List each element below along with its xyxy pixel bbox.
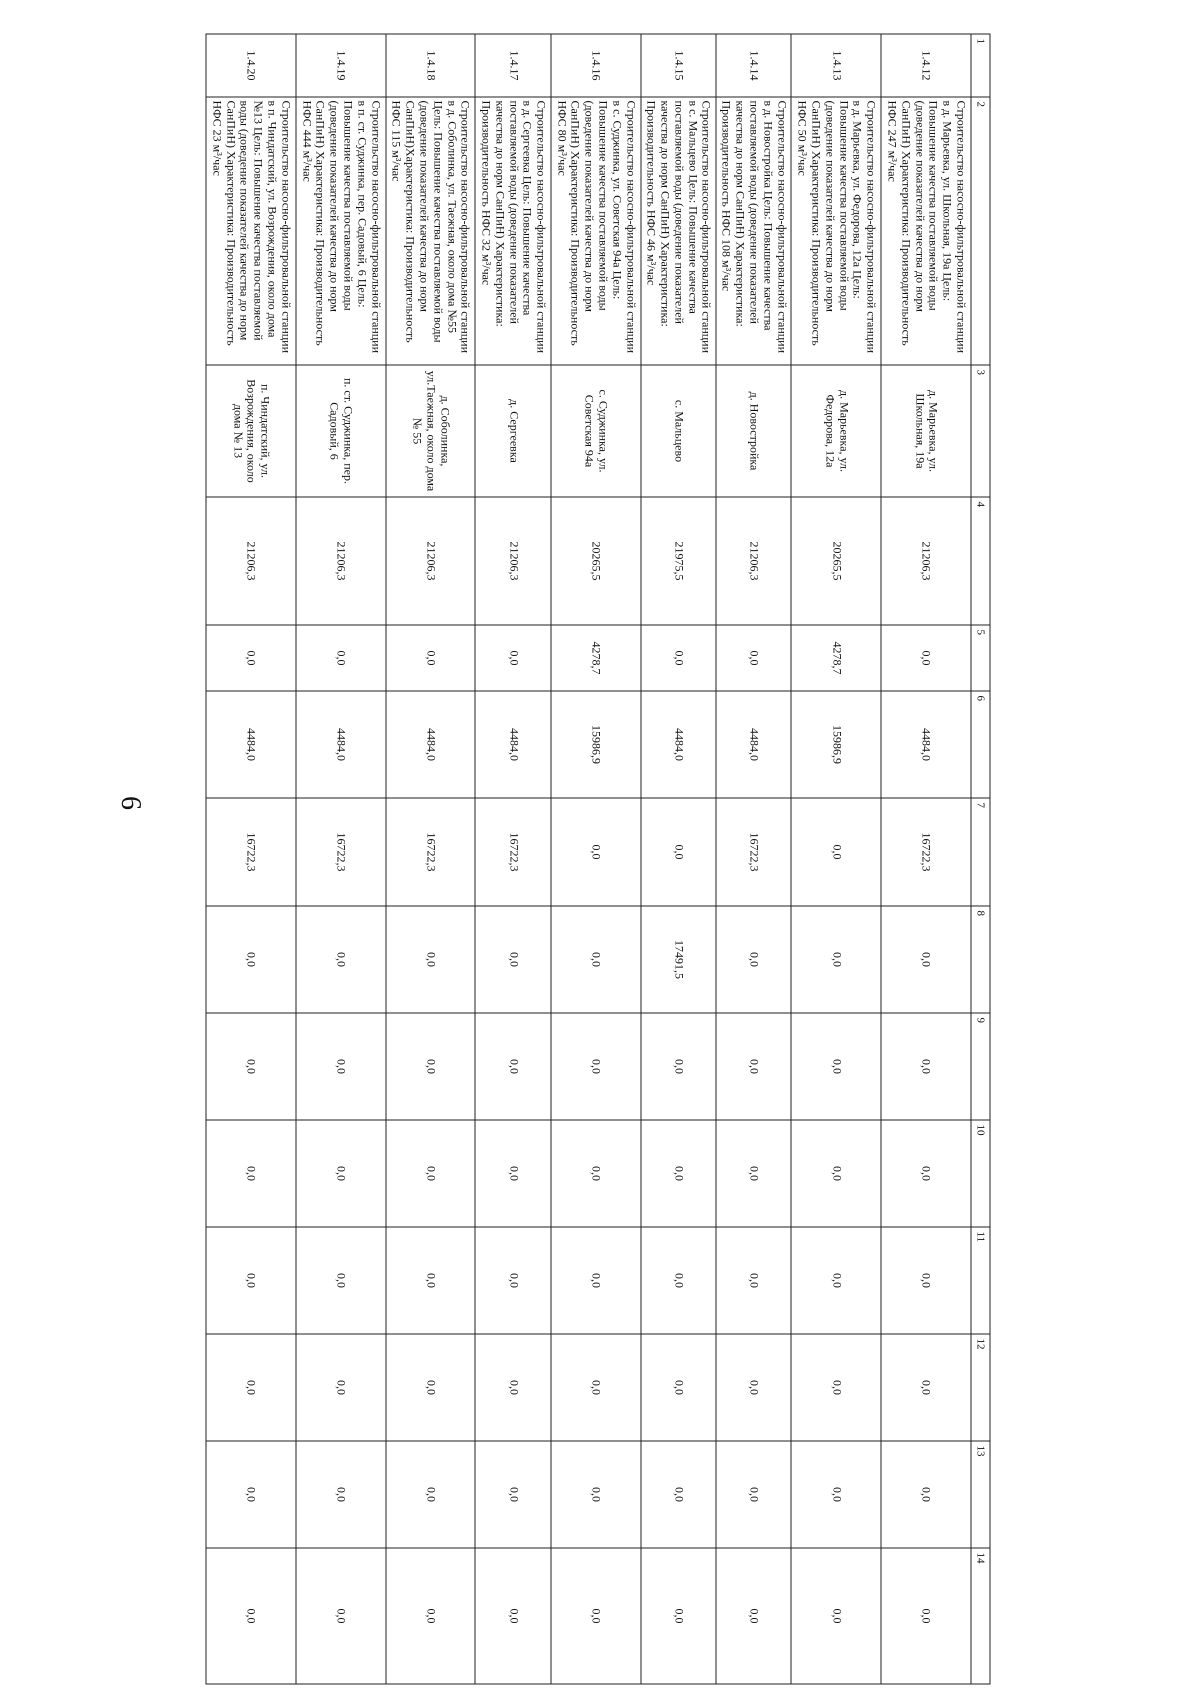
header-row xyxy=(971,34,990,1684)
value-cell: 0,0 xyxy=(206,906,296,1013)
value-cell: 16722,3 xyxy=(881,798,971,906)
value-cell: 0,0 xyxy=(641,1334,716,1441)
value-cell: 0,0 xyxy=(791,1548,881,1684)
column-header: 6 xyxy=(971,691,990,798)
description-cell: Строительство насосно-фильтровальной станции в с. Мальцево Цель: Повышение качества поставляемой воды (доведение показателей качества до норм СанПиН) Характеристика: Производительность НФС 46 м³/час xyxy=(641,97,716,365)
value-cell: 0,0 xyxy=(791,1120,881,1227)
column-header: 7 xyxy=(971,798,990,906)
location-cell: д. Марьевка, ул. Федорова, 12а xyxy=(791,365,881,497)
value-cell: 0,0 xyxy=(296,1013,386,1120)
value-cell: 0,0 xyxy=(206,1334,296,1441)
value-cell: 0,0 xyxy=(551,1227,641,1334)
value-cell: 0,0 xyxy=(206,1441,296,1548)
column-header: 9 xyxy=(971,1013,990,1120)
value-cell: 0,0 xyxy=(881,625,971,691)
value-cell: 16722,3 xyxy=(386,798,476,906)
location-cell: д. Соболинка, ул.Таежная, около дома № 55 xyxy=(386,365,476,497)
value-cell: 16722,3 xyxy=(206,798,296,906)
column-header: 4 xyxy=(971,497,990,625)
row-number-cell: 1.4.13 xyxy=(791,34,881,97)
value-cell: 0,0 xyxy=(551,1334,641,1441)
row-number-cell: 1.4.20 xyxy=(206,34,296,97)
value-cell: 0,0 xyxy=(716,1013,791,1120)
column-header: 2 xyxy=(971,97,990,365)
table-row xyxy=(296,34,386,1684)
value-cell: 4484,0 xyxy=(475,691,550,798)
value-cell: 0,0 xyxy=(386,1013,476,1120)
value-cell: 21206,3 xyxy=(206,497,296,625)
value-cell: 16722,3 xyxy=(296,798,386,906)
value-cell: 0,0 xyxy=(296,625,386,691)
value-cell: 4484,0 xyxy=(296,691,386,798)
value-cell: 0,0 xyxy=(791,906,881,1013)
value-cell: 0,0 xyxy=(716,1227,791,1334)
table-container xyxy=(206,33,991,1683)
value-cell: 4484,0 xyxy=(386,691,476,798)
value-cell: 0,0 xyxy=(296,1227,386,1334)
value-cell: 0,0 xyxy=(386,1120,476,1227)
value-cell: 4484,0 xyxy=(716,691,791,798)
column-header: 11 xyxy=(971,1227,990,1334)
value-cell: 21206,3 xyxy=(881,497,971,625)
table-row xyxy=(881,34,971,1684)
value-cell: 0,0 xyxy=(641,1548,716,1684)
value-cell: 0,0 xyxy=(716,625,791,691)
value-cell: 4484,0 xyxy=(206,691,296,798)
description-cell: Строительство насосно-фильтровальной станции в д. Соболинка, ул. Таежная, около дома №55 Цель: Повышение качества поставляемой воды (доведение показателей качества до норм СанПиН)Характеристика: Производительность НФС 115 м³/час xyxy=(386,97,476,365)
value-cell: 0,0 xyxy=(475,1013,550,1120)
page-number: 6 xyxy=(115,796,146,810)
value-cell: 0,0 xyxy=(716,1548,791,1684)
table-row xyxy=(206,34,296,1684)
value-cell: 0,0 xyxy=(551,798,641,906)
value-cell: 0,0 xyxy=(881,1227,971,1334)
row-number-cell: 1.4.17 xyxy=(475,34,550,97)
value-cell: 0,0 xyxy=(881,1013,971,1120)
value-cell: 0,0 xyxy=(791,798,881,906)
value-cell: 0,0 xyxy=(206,1013,296,1120)
value-cell: 0,0 xyxy=(296,1548,386,1684)
value-cell: 4278,7 xyxy=(791,625,881,691)
value-cell: 0,0 xyxy=(791,1013,881,1120)
location-cell: с. Мальцево xyxy=(641,365,716,497)
location-cell: п. ст. Суджинка, пер. Садовый, 6 xyxy=(296,365,386,497)
column-header: 5 xyxy=(971,625,990,691)
description-cell: Строительство насосно-фильтровальной станции в с. Суджинка, ул. Советская 94а Цель: Повышение качества поставляемой воды (доведение показателей качества до норм СанПиН) Характеристика: Производительность НФС 80 м³/час xyxy=(551,97,641,365)
value-cell: 0,0 xyxy=(716,1441,791,1548)
location-cell: с. Суджинка, ул. Советская 94а xyxy=(551,365,641,497)
value-cell: 21975,5 xyxy=(641,497,716,625)
value-cell: 0,0 xyxy=(641,1013,716,1120)
row-number-cell: 1.4.14 xyxy=(716,34,791,97)
value-cell: 4484,0 xyxy=(641,691,716,798)
value-cell: 0,0 xyxy=(386,1227,476,1334)
value-cell: 15986,9 xyxy=(791,691,881,798)
value-cell: 0,0 xyxy=(641,1227,716,1334)
table-row xyxy=(641,34,716,1684)
value-cell: 0,0 xyxy=(716,906,791,1013)
table-row xyxy=(716,34,791,1684)
value-cell: 0,0 xyxy=(716,1334,791,1441)
description-cell: Строительство насосно-фильтровальной станции в п. ст. Суджинка, пер. Садовый, 6 Цель: Повышение качества поставляемой воды (доведение показателей качества до норм СанПиН) Характеристика: Производительность НФС 444 м³/час xyxy=(296,97,386,365)
value-cell: 0,0 xyxy=(881,1548,971,1684)
value-cell: 0,0 xyxy=(791,1334,881,1441)
table-row xyxy=(475,34,550,1684)
column-header: 8 xyxy=(971,906,990,1013)
value-cell: 4278,7 xyxy=(551,625,641,691)
location-cell: д. Новостройка xyxy=(716,365,791,497)
value-cell: 0,0 xyxy=(206,1227,296,1334)
value-cell: 0,0 xyxy=(791,1441,881,1548)
value-cell: 0,0 xyxy=(206,1548,296,1684)
value-cell: 0,0 xyxy=(386,906,476,1013)
value-cell: 0,0 xyxy=(475,1548,550,1684)
value-cell: 0,0 xyxy=(791,1227,881,1334)
column-header: 14 xyxy=(971,1548,990,1684)
location-cell: п. Чиндатский, ул. Возрождения, около дома № 13 xyxy=(206,365,296,497)
row-number-cell: 1.4.16 xyxy=(551,34,641,97)
column-header: 10 xyxy=(971,1120,990,1227)
value-cell: 0,0 xyxy=(386,1441,476,1548)
value-cell: 0,0 xyxy=(206,625,296,691)
value-cell: 20265,5 xyxy=(551,497,641,625)
value-cell: 0,0 xyxy=(296,1120,386,1227)
value-cell: 0,0 xyxy=(881,906,971,1013)
value-cell: 0,0 xyxy=(475,1441,550,1548)
value-cell: 0,0 xyxy=(551,1548,641,1684)
value-cell: 0,0 xyxy=(641,1441,716,1548)
column-header: 12 xyxy=(971,1334,990,1441)
description-cell: Строительство насосно-фильтровальной станции в п. Чиндатский, ул. Возрождения, около дома №13 Цель: Повышение качества поставляемой воды (доведение показателей качества до норм СанПиН) Характеристика: Производительность НФС 23 м³/час xyxy=(206,97,296,365)
value-cell: 0,0 xyxy=(551,1441,641,1548)
value-cell: 0,0 xyxy=(475,625,550,691)
value-cell: 0,0 xyxy=(386,625,476,691)
value-cell: 0,0 xyxy=(296,1334,386,1441)
value-cell: 0,0 xyxy=(881,1120,971,1227)
value-cell: 20265,5 xyxy=(791,497,881,625)
value-cell: 0,0 xyxy=(475,906,550,1013)
value-cell: 0,0 xyxy=(641,1120,716,1227)
description-cell: Строительство насосно-фильтровальной станции в д. Марьевка, ул. Школьная, 19а Цель: Повышение качества поставляемой воды (доведение показателей качества до норм СанПиН) Характеристика: Производительность НФС 247 м³/час xyxy=(881,97,971,365)
description-cell: Строительство насосно-фильтровальной станции в д. Новостройка Цель: Повышение качества поставляемой воды (доведение показателей качества до норм СанПиН) Характеристика: Производительность НФС 108 м³/час xyxy=(716,97,791,365)
location-cell: д. Сергеевка xyxy=(475,365,550,497)
value-cell: 0,0 xyxy=(386,1334,476,1441)
value-cell: 0,0 xyxy=(716,1120,791,1227)
value-cell: 15986,9 xyxy=(551,691,641,798)
location-cell: д. Марьевка, ул. Школьная, 19а xyxy=(881,365,971,497)
value-cell: 0,0 xyxy=(551,1120,641,1227)
row-number-cell: 1.4.12 xyxy=(881,34,971,97)
value-cell: 0,0 xyxy=(475,1120,550,1227)
value-cell: 4484,0 xyxy=(881,691,971,798)
column-header: 13 xyxy=(971,1441,990,1548)
column-header: 3 xyxy=(971,365,990,497)
value-cell: 0,0 xyxy=(641,798,716,906)
table-row xyxy=(386,34,476,1684)
value-cell: 0,0 xyxy=(386,1548,476,1684)
value-cell: 16722,3 xyxy=(716,798,791,906)
row-number-cell: 1.4.18 xyxy=(386,34,476,97)
value-cell: 0,0 xyxy=(296,1441,386,1548)
value-cell: 16722,3 xyxy=(475,798,550,906)
row-number-cell: 1.4.15 xyxy=(641,34,716,97)
value-cell: 0,0 xyxy=(475,1334,550,1441)
column-header: 1 xyxy=(971,34,990,97)
value-cell: 21206,3 xyxy=(475,497,550,625)
data-table xyxy=(206,33,991,1684)
value-cell: 0,0 xyxy=(881,1334,971,1441)
value-cell: 0,0 xyxy=(206,1120,296,1227)
value-cell: 0,0 xyxy=(296,906,386,1013)
value-cell: 17491,5 xyxy=(641,906,716,1013)
description-cell: Строительство насосно-фильтровальной станции в д. Сергеевка Цель: Повышение качества поставляемой воды (доведение показателей качества до норм СанПиН) Характеристика: Производительность НФС 32 м³/час xyxy=(475,97,550,365)
table-row xyxy=(791,34,881,1684)
value-cell: 21206,3 xyxy=(296,497,386,625)
value-cell: 0,0 xyxy=(881,1441,971,1548)
value-cell: 0,0 xyxy=(475,1227,550,1334)
value-cell: 21206,3 xyxy=(386,497,476,625)
row-number-cell: 1.4.19 xyxy=(296,34,386,97)
value-cell: 0,0 xyxy=(551,1013,641,1120)
table-row xyxy=(551,34,641,1684)
value-cell: 21206,3 xyxy=(716,497,791,625)
description-cell: Строительство насосно-фильтровальной станции в д. Марьевка, ул. Федорова, 12а Цель: Повышение качества поставляемой воды (доведение показателей качества до норм СанПиН) Характеристика: Производительность НФС 50 м³/час xyxy=(791,97,881,365)
value-cell: 0,0 xyxy=(641,625,716,691)
value-cell: 0,0 xyxy=(551,906,641,1013)
